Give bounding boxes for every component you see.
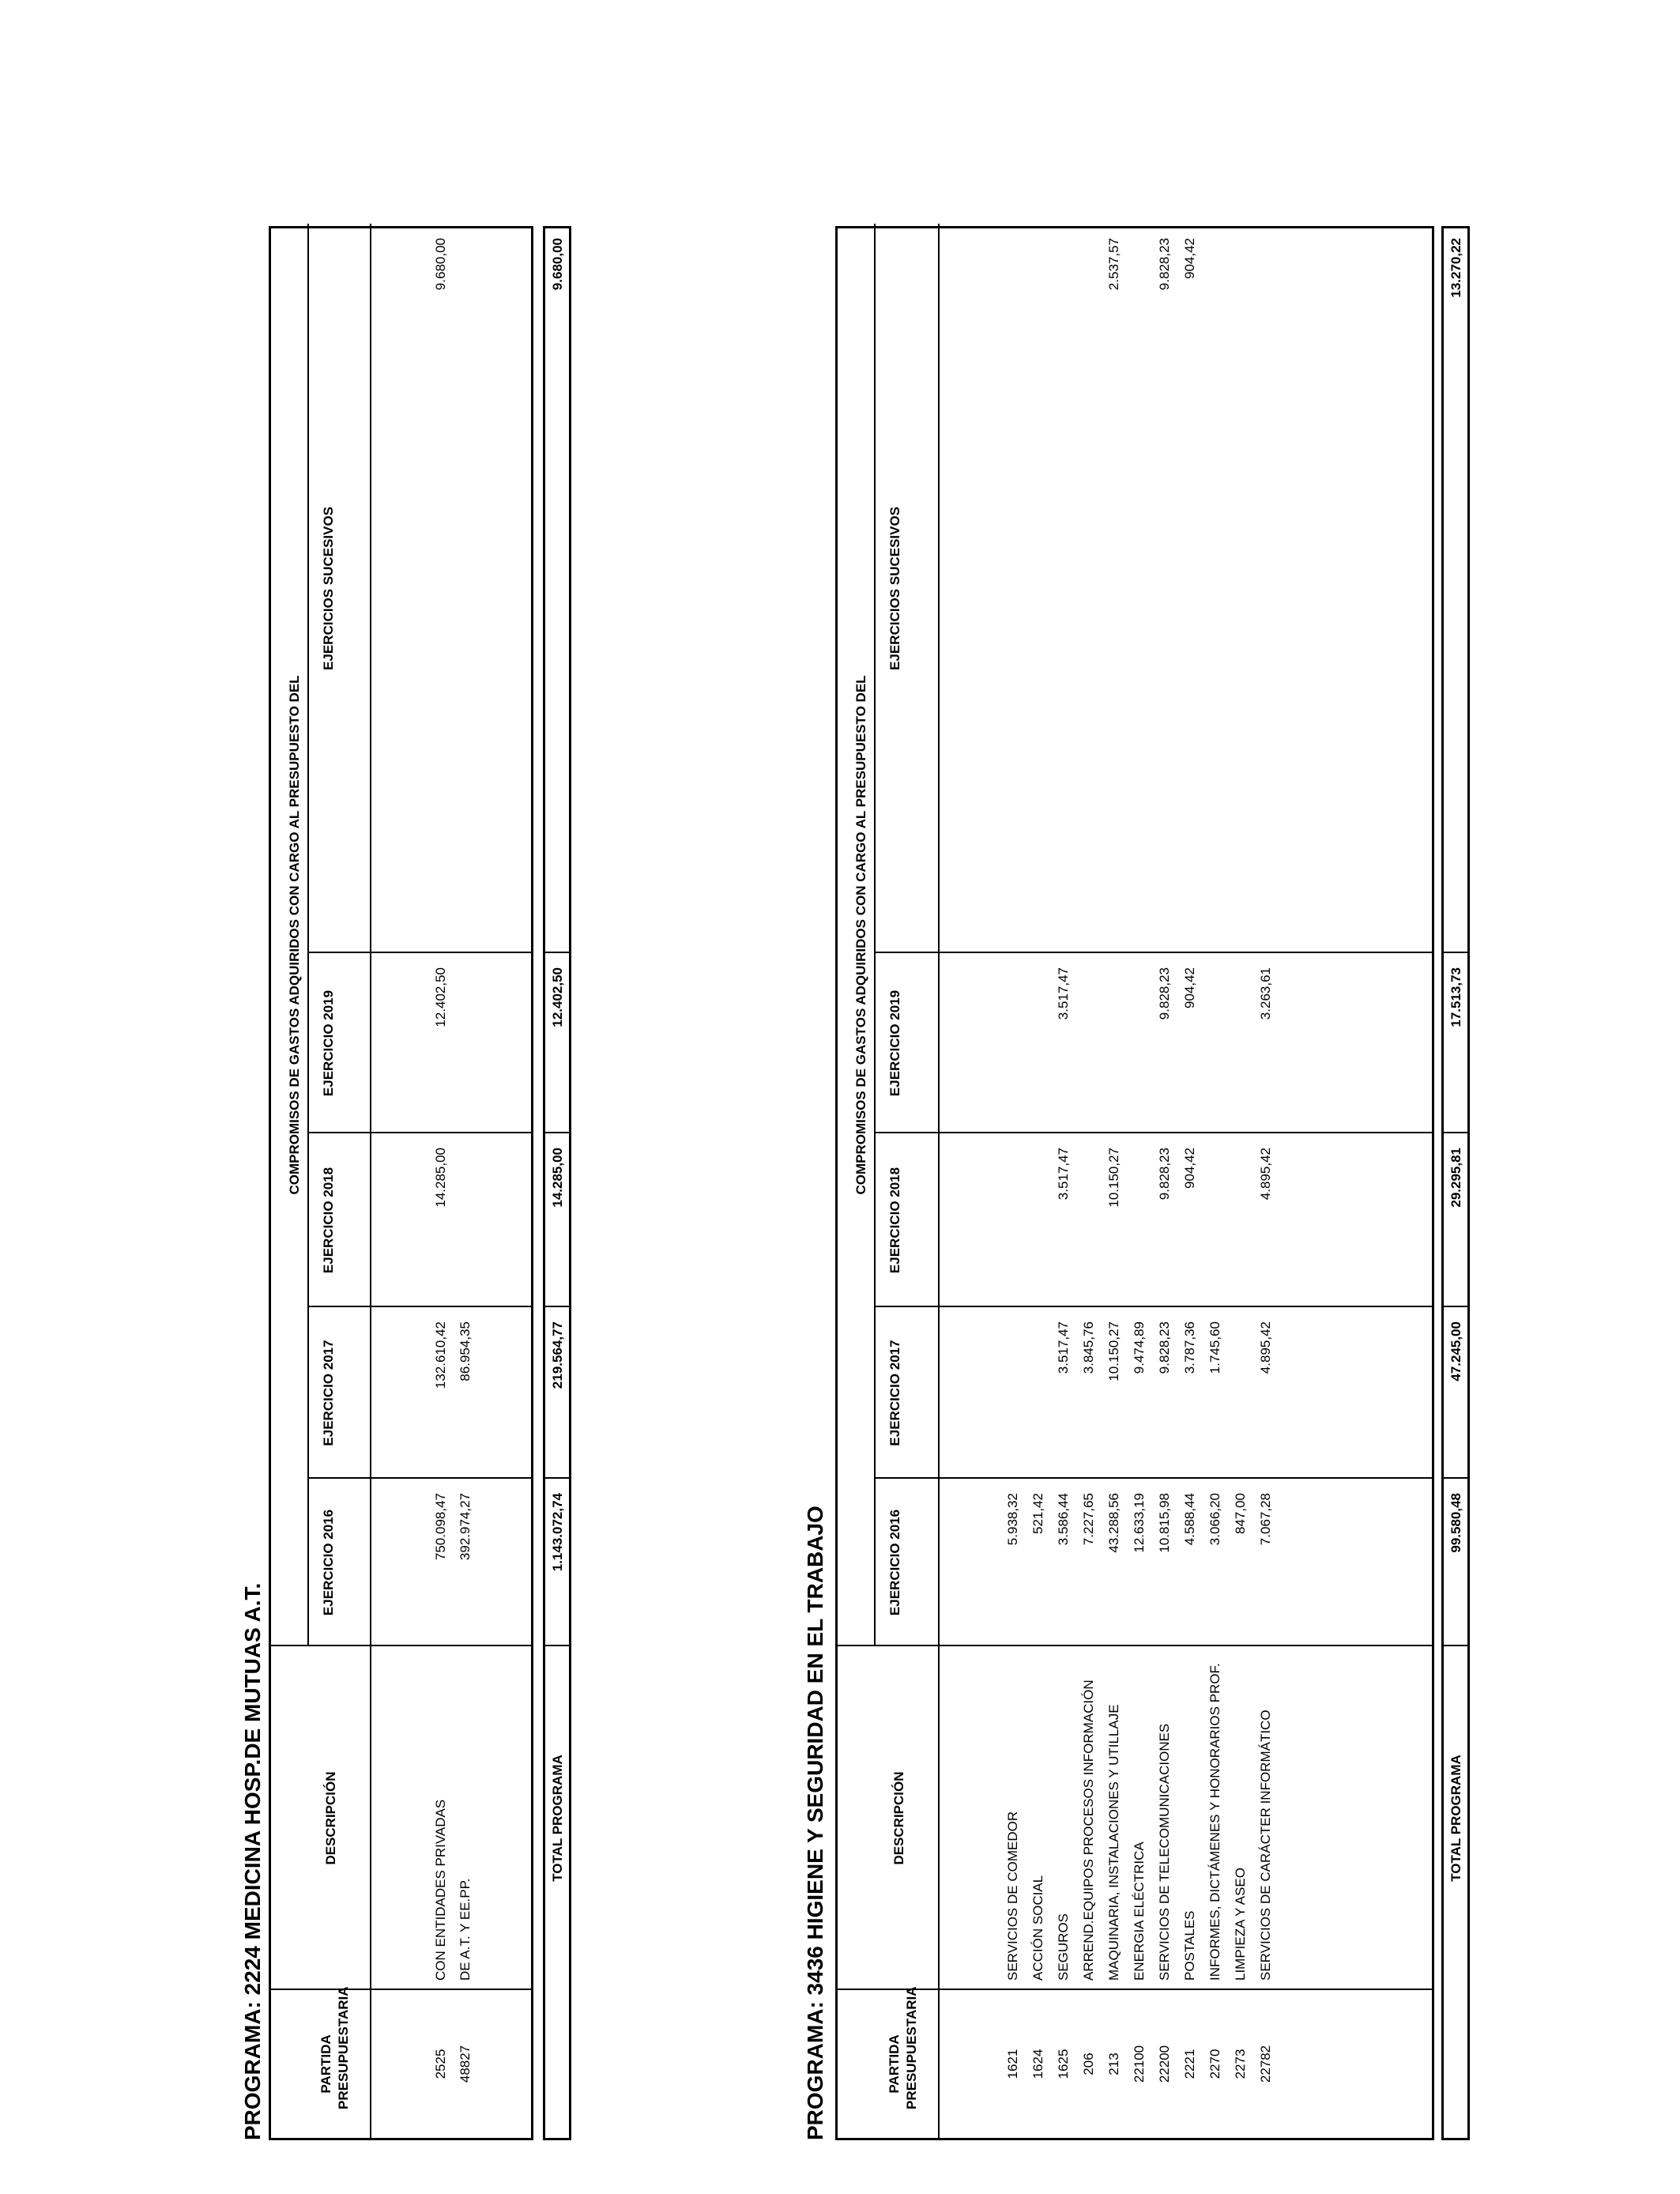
partida-code: 22200	[1157, 2045, 1172, 2083]
program-title	[803, 1506, 828, 2140]
descripcion-text: ENERGIA ELÉCTRICA	[1132, 1842, 1147, 1981]
partida-code: 22782	[1258, 2045, 1273, 2083]
amount-v2018: 14.285,00	[433, 1148, 448, 1208]
column-divider	[307, 1477, 531, 1479]
amount-v2016: 521,42	[1030, 1493, 1045, 1534]
amount-v2019: 12.402,50	[433, 967, 448, 1027]
header-compromisos: COMPROMISOS DE GASTOS ADQUIRIDOS CON CARGO AL PRESUPUESTO DEL	[287, 675, 302, 1195]
total-v2016: 1.143.072,74	[550, 1493, 565, 1572]
column-divider	[307, 952, 531, 953]
column-divider	[874, 1132, 1432, 1133]
total-v2018: 14.285,00	[550, 1148, 565, 1208]
descripcion-text: SERVICIOS DE CARÁCTER INFORMÁTICO	[1258, 1710, 1273, 1981]
amount-v2017: 4.895,42	[1258, 1321, 1273, 1374]
header-partida: PARTIDA PRESUPUESTARIA	[887, 1986, 919, 2109]
amount-suc: 2.537,57	[1106, 238, 1121, 291]
header-descripcion: DESCRIPCIÓN	[323, 1771, 338, 1865]
column-divider	[874, 1477, 1432, 1479]
amount-suc: 9.828,23	[1157, 238, 1172, 291]
total-label: TOTAL PROGRAMA	[1448, 1755, 1463, 1882]
header-ej2017: EJERCICIO 2017	[321, 1340, 336, 1446]
column-divider	[307, 1306, 531, 1307]
budget-table	[269, 226, 533, 2140]
amount-v2017: 3.845,76	[1081, 1321, 1096, 1374]
budget-table	[835, 226, 1434, 2140]
header-ej2016: EJERCICIO 2016	[321, 1509, 336, 1616]
column-divider	[271, 1645, 531, 1646]
total-v2016: 99.580,48	[1448, 1493, 1463, 1553]
descripcion-text: ARREND.EQUIPOS PROCESOS INFORMACIÓN	[1081, 1679, 1096, 1981]
amount-v2018: 4.895,42	[1258, 1148, 1273, 1201]
partida-code: 213	[1106, 2053, 1121, 2075]
amount-v2017: 9.474,89	[1132, 1321, 1147, 1374]
amount-v2016: 3.066,20	[1207, 1493, 1222, 1546]
partida-code: 22100	[1132, 2045, 1147, 2083]
partida-code: 2525	[433, 2049, 448, 2079]
header-ej2017: EJERCICIO 2017	[887, 1340, 902, 1446]
amount-v2016: 847,00	[1233, 1493, 1248, 1534]
header-compromisos: COMPROMISOS DE GASTOS ADQUIRIDOS CON CARGO AL PRESUPUESTO DEL	[853, 675, 868, 1195]
descripcion-text: SEGUROS	[1056, 1913, 1071, 1981]
header-ej2018: EJERCICIO 2018	[321, 1167, 336, 1274]
amount-v2018: 904,42	[1182, 1148, 1197, 1189]
descripcion-text: INFORMES, DICTÁMENES Y HONORARIOS PROF.	[1207, 1663, 1222, 1981]
header-divider	[938, 224, 940, 2138]
header-descripcion: DESCRIPCIÓN	[891, 1771, 906, 1865]
header-divider	[370, 224, 371, 2138]
total-label: TOTAL PROGRAMA	[550, 1755, 565, 1882]
amount-v2018: 3.517,47	[1056, 1148, 1071, 1201]
program-title-prefix: PROGRAMA	[803, 2008, 827, 2140]
amount-v2019: 9.828,23	[1157, 967, 1172, 1020]
partida-code: 2270	[1207, 2049, 1222, 2079]
header-ej2016: EJERCICIO 2016	[887, 1509, 902, 1616]
descripcion-text: SERVICIOS DE COMEDOR	[1005, 1811, 1020, 1981]
header-ej2019: EJERCICIO 2019	[887, 990, 902, 1097]
total-suc: 13.270,22	[1448, 238, 1463, 298]
program-title-rest: : 3436 HIGIENE Y SEGURIDAD EN EL TRABAJO	[803, 1506, 827, 2009]
total-v2019: 17.513,73	[1448, 967, 1463, 1027]
total-row	[543, 226, 571, 2140]
partida-code: 1625	[1056, 2049, 1071, 2079]
total-suc: 9.680,00	[550, 238, 565, 291]
descripcion-text: MAQUINARIA, INSTALACIONES Y UTILLAJE	[1106, 1704, 1121, 1981]
amount-v2017: 132.610,42	[433, 1321, 448, 1389]
total-v2019: 12.402,50	[550, 967, 565, 1027]
header-sucesivos: EJERCICIOS SUCESIVOS	[887, 507, 902, 670]
program-title	[240, 1583, 266, 2140]
program-title-rest: : 2224 MEDICINA HOSP.DE MUTUAS A.T.	[240, 1582, 265, 2009]
amount-v2017: 86.954,35	[458, 1321, 473, 1382]
amount-v2017: 3.787,36	[1182, 1321, 1197, 1374]
amount-v2019: 904,42	[1182, 967, 1197, 1008]
amount-suc: 9.680,00	[433, 238, 448, 291]
amount-v2016: 7.227,65	[1081, 1493, 1096, 1546]
amount-v2018: 9.828,23	[1157, 1148, 1172, 1201]
program-title-prefix: PROGRAMA	[240, 2008, 265, 2140]
amount-v2019: 3.517,47	[1056, 967, 1071, 1020]
amount-v2016: 392.974,27	[458, 1493, 473, 1561]
column-divider	[271, 1989, 531, 1990]
partida-code: 2273	[1233, 2049, 1248, 2079]
amount-v2017: 1.745,60	[1207, 1321, 1222, 1374]
amount-v2017: 3.517,47	[1056, 1321, 1071, 1374]
amount-v2019: 3.263,61	[1258, 967, 1273, 1020]
descripcion-text: CON ENTIDADES PRIVADAS	[433, 1799, 448, 1981]
amount-v2017: 10.150,27	[1106, 1321, 1121, 1382]
total-v2018: 29.295,81	[1448, 1148, 1463, 1208]
partida-code: 1624	[1030, 2049, 1045, 2079]
header-ej2018: EJERCICIO 2018	[887, 1167, 902, 1274]
descripcion-text: SERVICIOS DE TELECOMUNICACIONES	[1157, 1723, 1172, 1981]
amount-v2017: 9.828,23	[1157, 1321, 1172, 1374]
amount-v2016: 3.586,44	[1056, 1493, 1071, 1546]
amount-v2016: 12.633,19	[1132, 1493, 1147, 1553]
amount-v2018: 10.150,27	[1106, 1148, 1121, 1208]
partida-code: 2221	[1182, 2049, 1197, 2079]
amount-v2016: 750.098,47	[433, 1493, 448, 1561]
partida-code: 1621	[1005, 2049, 1020, 2079]
total-v2017: 219.564,77	[550, 1321, 565, 1389]
column-divider	[874, 952, 1432, 953]
descripcion-text: ACCIÓN SOCIAL	[1030, 1875, 1045, 1981]
amount-v2016: 4.588,44	[1182, 1493, 1197, 1546]
group-header-divider	[307, 224, 309, 1646]
header-sucesivos: EJERCICIOS SUCESIVOS	[321, 507, 336, 670]
descripcion-text: LIMPIEZA Y ASEO	[1233, 1868, 1248, 1981]
group-header-divider	[874, 224, 876, 1646]
column-divider	[307, 1132, 531, 1133]
amount-suc: 904,42	[1182, 238, 1197, 279]
descripcion-text: POSTALES	[1182, 1910, 1197, 1981]
total-v2017: 47.245,00	[1448, 1321, 1463, 1382]
descripcion-text: DE A.T. Y EE.PP.	[458, 1878, 473, 1981]
partida-code: 206	[1081, 2053, 1096, 2075]
header-ej2019: EJERCICIO 2019	[321, 990, 336, 1097]
amount-v2016: 43.288,56	[1106, 1493, 1121, 1553]
amount-v2016: 10.815,98	[1157, 1493, 1172, 1553]
header-partida: PARTIDA PRESUPUESTARIA	[318, 1986, 351, 2109]
amount-v2016: 7.067,28	[1258, 1493, 1273, 1546]
amount-v2016: 5.938,32	[1005, 1493, 1020, 1546]
total-row	[1441, 226, 1470, 2140]
column-divider	[874, 1306, 1432, 1307]
partida-code: 48827	[458, 2045, 473, 2083]
